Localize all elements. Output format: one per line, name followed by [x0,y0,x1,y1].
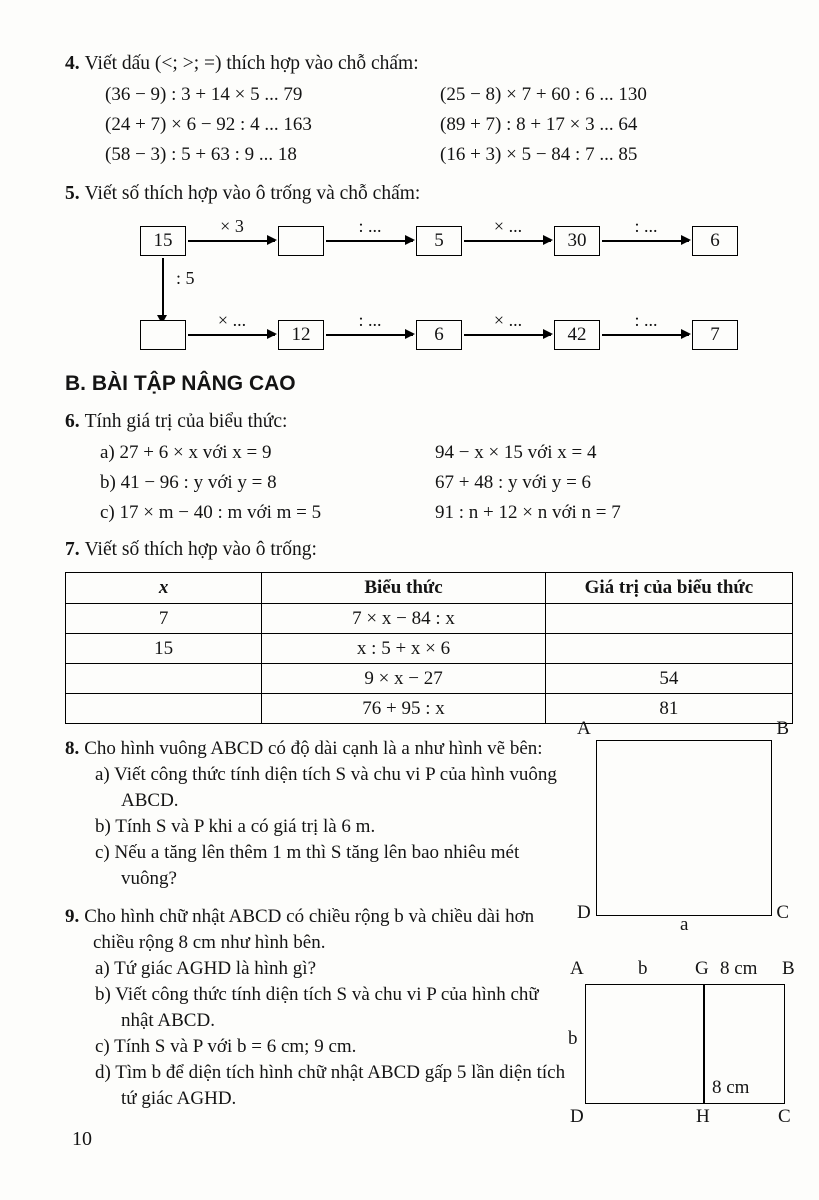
rectangle-outline [585,984,785,1104]
problem-8 [65,736,573,892]
vertex-label-b: B [776,718,789,739]
chain-box: 12 [278,320,324,350]
vertex-label-d: D [577,902,591,923]
cell-value [545,634,792,664]
expression: (58 − 3) : 5 + 63 : 9 ... 18 [105,144,297,165]
arrow-line [602,240,689,242]
side-length-label: a [680,914,689,935]
cell-value: 54 [545,664,792,694]
arrow-right-icon [462,216,554,256]
cell-x [66,694,262,724]
expression: 91 : n + 12 × n với n = 7 [435,502,621,523]
list-item: b) Tính S và P khi a có giá trị là 6 m. [95,816,376,837]
chain-box: 7 [692,320,738,350]
expression: a) 27 + 6 × x với x = 9 [100,442,272,463]
problem-4-number: 4. [65,53,80,74]
expression: c) 17 × m − 40 : m với m = 5 [100,502,322,523]
operation-label: × ... [493,310,523,330]
top-segment-label: 8 cm [720,958,758,979]
list-item: a) Tứ giác AGHD là hình gì? [95,958,317,979]
arrow-right-icon [600,216,692,256]
list-item: c) Tính S và P với b = 6 cm; 9 cm. [95,1036,357,1057]
col-header-expression: Biểu thức [262,573,546,604]
cell-x: 15 [66,634,262,664]
problem-4 [65,50,793,170]
problem-9-intro: Cho hình chữ nhật ABCD có chiều rộng b và chiều dài hơn chiều rộng 8 cm như hình bên. [84,906,535,953]
table-header-row [66,573,793,604]
list-item: a) Viết công thức tính diện tích S và chu vi P của hình vuông ABCD. [95,764,557,811]
expression: (36 − 9) : 3 + 14 × 5 ... 79 [105,84,303,105]
arrow-line [464,334,551,336]
expression-row [100,498,793,528]
col-header-x: x [66,573,262,604]
problem-4-right-column [440,80,647,170]
problem-5-title: Viết số thích hợp vào ô trống và chỗ chấm: [84,183,421,204]
operation-label: × ... [217,310,247,330]
expression: b) 41 − 96 : y với y = 8 [100,472,277,493]
page-content [65,50,793,1112]
square-outline [596,740,772,916]
expression: (16 + 3) × 5 − 84 : 7 ... 85 [440,144,638,165]
arrow-down-icon [162,258,164,316]
problem-8-heading [65,736,573,762]
cell-x: 7 [66,604,262,634]
arrow-right-icon [324,216,416,256]
problem-9-number: 9. [65,906,80,927]
problem-8-items [95,762,573,892]
arrow-right-icon [186,310,278,350]
operation-label: : ... [358,216,382,236]
chain-row-2 [140,310,738,350]
expression-row [100,468,793,498]
list-item: d) Tìm b để diện tích hình chữ nhật ABCD gấp 5 lần diện tích tứ giác AGHD. [95,1062,566,1109]
expression: (24 + 7) × 6 − 92 : 4 ... 163 [105,114,312,135]
chain-box: 30 [554,226,600,256]
expression: 67 + 48 : y với y = 6 [435,472,592,493]
figure-square-abcd [575,718,791,934]
problem-6-title: Tính giá trị của biểu thức: [84,411,288,432]
operation-label: : ... [634,216,658,236]
chain-box-empty [278,226,324,256]
cell-value: 81 [545,694,792,724]
arrow-line [464,240,551,242]
figure-rectangle-abcd [566,956,796,1128]
chain-box: 6 [692,226,738,256]
inner-segment-label: 8 cm [712,1077,750,1098]
problem-6-expressions [100,438,793,528]
operation-label: : ... [358,310,382,330]
problem-7-title: Viết số thích hợp vào ô trống: [84,539,317,560]
expression-row [100,438,793,468]
chain-box: 6 [416,320,462,350]
vertex-label-c: C [776,902,789,923]
operation-label: : ... [634,310,658,330]
operation-label: × ... [493,216,523,236]
problem-4-left-column [105,80,440,170]
cell-expression: 76 + 95 : x [262,694,546,724]
table-row [66,604,793,634]
arrow-line [188,334,275,336]
expression: (89 + 7) : 8 + 17 × 3 ... 64 [440,114,638,135]
problem-9-items [95,956,573,1112]
table-row [66,634,793,664]
problem-4-expressions [105,80,793,170]
section-b-title: B. BÀI TẬP NÂNG CAO [65,372,296,395]
problem-5-number: 5. [65,183,80,204]
problem-8-intro: Cho hình vuông ABCD có độ dài cạnh là a như hình vẽ bên: [84,738,543,759]
chain-box: 5 [416,226,462,256]
number-chain-diagram [65,214,793,362]
arrow-right-icon [324,310,416,350]
problem-8-number: 8. [65,738,80,759]
segment-gh-line [703,984,705,1104]
vertex-label-a: A [577,718,591,739]
cell-x [66,664,262,694]
expression: (25 − 8) × 7 + 60 : 6 ... 130 [440,84,647,105]
arrow-line [188,240,275,242]
list-item: c) Nếu a tăng lên thêm 1 m thì S tăng lên bao nhiêu mét vuông? [95,842,520,889]
arrow-line [602,334,689,336]
page-number: 10 [72,1128,92,1150]
operation-label: : 5 [176,268,195,288]
list-item: b) Viết công thức tính diện tích S và chu vi P của hình chữ nhật ABCD. [95,984,539,1031]
chain-row-1 [140,216,738,256]
cell-expression: 9 × x − 27 [262,664,546,694]
vertex-label-a: A [570,958,584,979]
problem-7-number: 7. [65,539,80,560]
vertex-label-d: D [570,1106,584,1127]
operation-label: × 3 [220,216,244,236]
problem-4-title: Viết dấu (<; >; =) thích hợp vào chỗ chấm: [84,53,419,74]
table-row [66,664,793,694]
expression: 94 − x × 15 với x = 4 [435,442,597,463]
problem-9 [65,904,573,1112]
expression-value-table [65,572,793,724]
top-width-label: b [638,958,648,979]
chain-box-empty [140,320,186,350]
problem-7 [65,536,793,724]
problem-9-heading [65,904,573,956]
chain-box: 42 [554,320,600,350]
arrow-line [326,334,413,336]
vertex-label-c: C [778,1106,791,1127]
arrow-right-icon [186,216,278,256]
cell-value [545,604,792,634]
chain-box: 15 [140,226,186,256]
arrow-line [326,240,413,242]
problem-5-heading [65,180,793,208]
point-label-h: H [696,1106,710,1127]
problem-4-heading [65,50,793,78]
cell-expression: 7 × x − 84 : x [262,604,546,634]
arrow-right-icon [462,310,554,350]
left-side-label: b [568,1028,578,1049]
cell-expression: x : 5 + x × 6 [262,634,546,664]
col-header-value: Giá trị của biểu thức [545,573,792,604]
arrow-right-icon [600,310,692,350]
vertex-label-b: B [782,958,795,979]
problem-6 [65,408,793,528]
point-label-g: G [695,958,709,979]
problem-7-heading [65,536,793,564]
problem-6-heading [65,408,793,436]
problem-5 [65,180,793,362]
problem-6-number: 6. [65,411,80,432]
